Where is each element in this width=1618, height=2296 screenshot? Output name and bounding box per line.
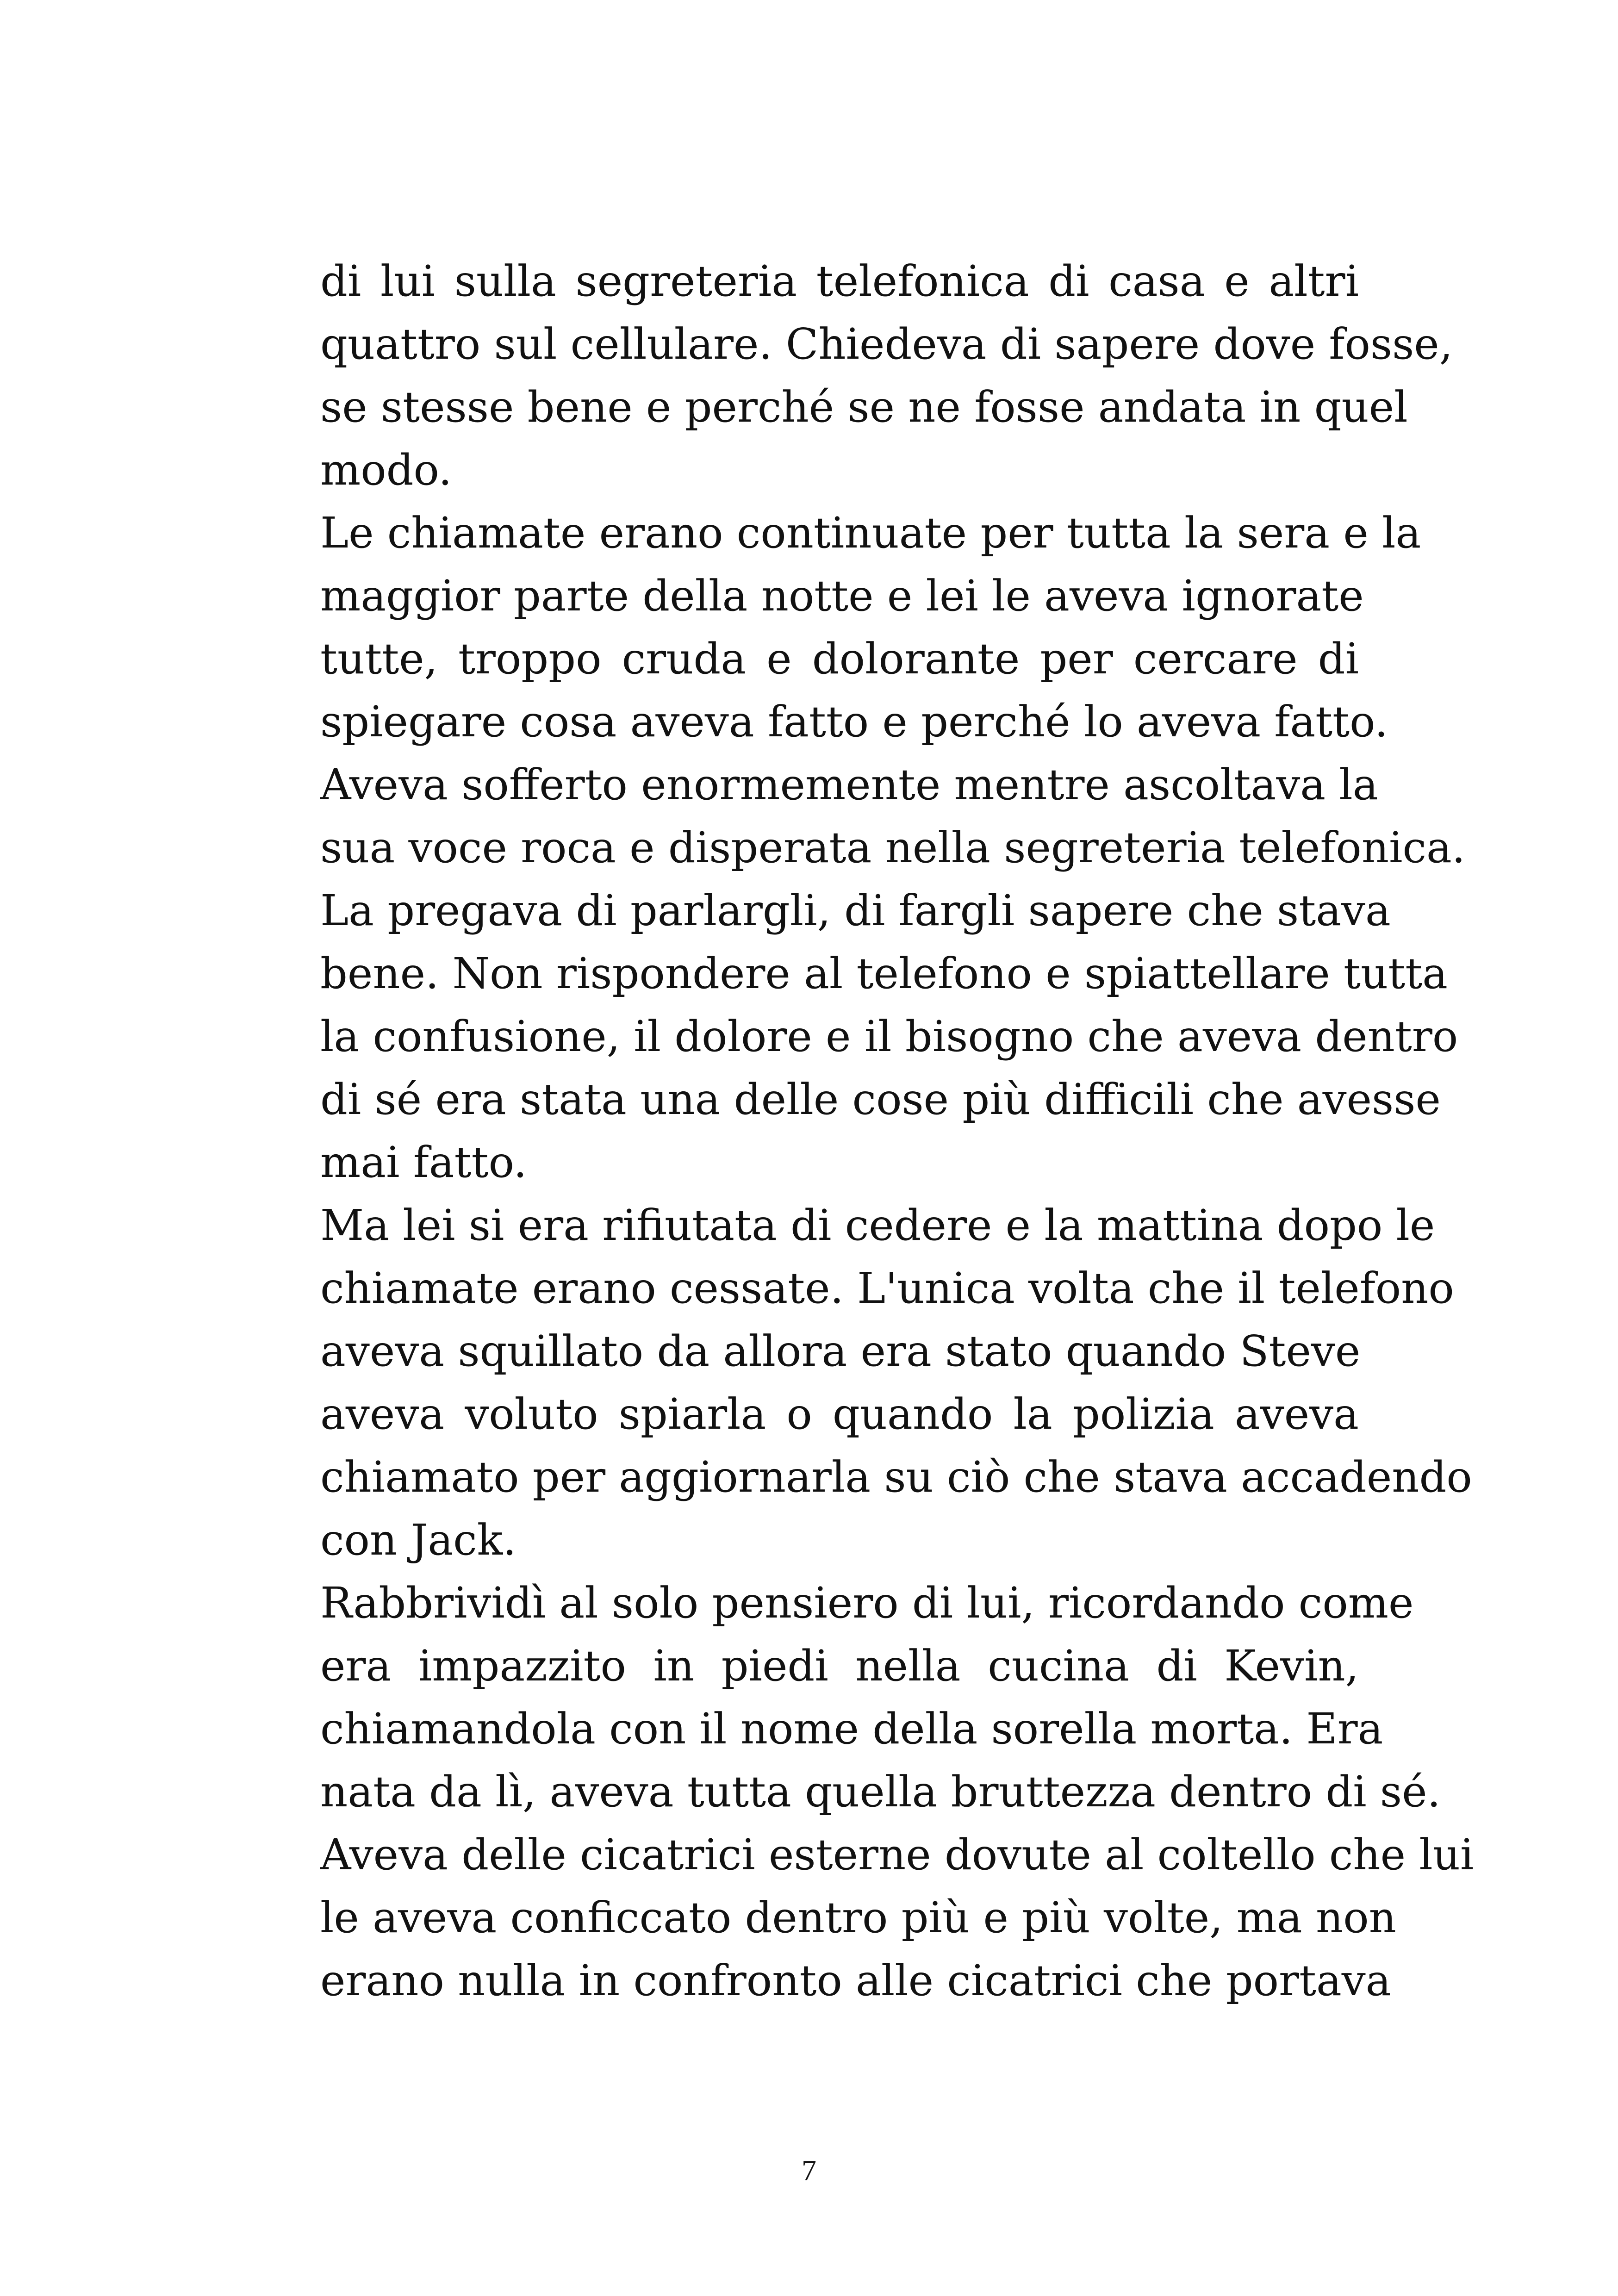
text-line: di sé era stata una delle cose più difficili che avesse [320, 1075, 1441, 1124]
text-line: erano nulla in confronto alle cicatrici che portava [320, 1956, 1391, 2005]
text-line: quattro sul cellulare. Chiedeva di sapere dove fosse, [320, 319, 1453, 369]
text-line: aveva squillato da allora era stato quando Steve [320, 1326, 1361, 1376]
text-line: la confusione, il dolore e il bisogno che aveva dentro [320, 1012, 1458, 1061]
text-line: modo. [320, 445, 452, 495]
text-line: era impazzito in piedi nella cucina di Kevin, [320, 1641, 1359, 1691]
text-line: chiamandola con il nome della sorella morta. Era [320, 1704, 1383, 1754]
text-line: mai fatto. [320, 1138, 527, 1187]
text-line: se stesse bene e perché se ne fosse andata in quel [320, 382, 1408, 432]
text-line: Aveva sofferto enormemente mentre ascoltava la [320, 760, 1378, 809]
text-line: Aveva delle cicatrici esterne dovute al coltello che lui [320, 1830, 1474, 1879]
text-line: aveva voluto spiarla o quando la polizia aveva [320, 1389, 1359, 1439]
text-line: le aveva conficcato dentro più e più volte, ma non [320, 1893, 1396, 1942]
page-number: 7 [802, 2154, 816, 2187]
body-text [320, 250, 1474, 2012]
text-line: spiegare cosa aveva fatto e perché lo aveva fatto. [320, 697, 1388, 747]
text-line: tutte, troppo cruda e dolorante per cercare di [320, 634, 1359, 684]
text-line: Rabbrividì al solo pensiero di lui, ricordando come [320, 1578, 1414, 1628]
text-line: bene. Non rispondere al telefono e spiattellare tutta [320, 949, 1448, 998]
text-line: chiamato per aggiornarla su ciò che stava accadendo [320, 1452, 1472, 1502]
text-line: Le chiamate erano continuate per tutta la sera e la [320, 508, 1421, 558]
text-line: chiamate erano cessate. L'unica volta che il telefono [320, 1263, 1454, 1313]
text-line: sua voce roca e disperata nella segreteria telefonica. [320, 823, 1466, 872]
text-line: nata da lì, aveva tutta quella bruttezza dentro di sé. [320, 1767, 1441, 1817]
text-line: La pregava di parlargli, di fargli sapere che stava [320, 886, 1391, 935]
text-line: Ma lei si era rifiutata di cedere e la mattina dopo le [320, 1201, 1435, 1250]
text-line: di lui sulla segreteria telefonica di casa e altri [320, 256, 1359, 306]
text-line: maggior parte della notte e lei le aveva ignorate [320, 571, 1364, 621]
text-line: con Jack. [320, 1515, 517, 1565]
